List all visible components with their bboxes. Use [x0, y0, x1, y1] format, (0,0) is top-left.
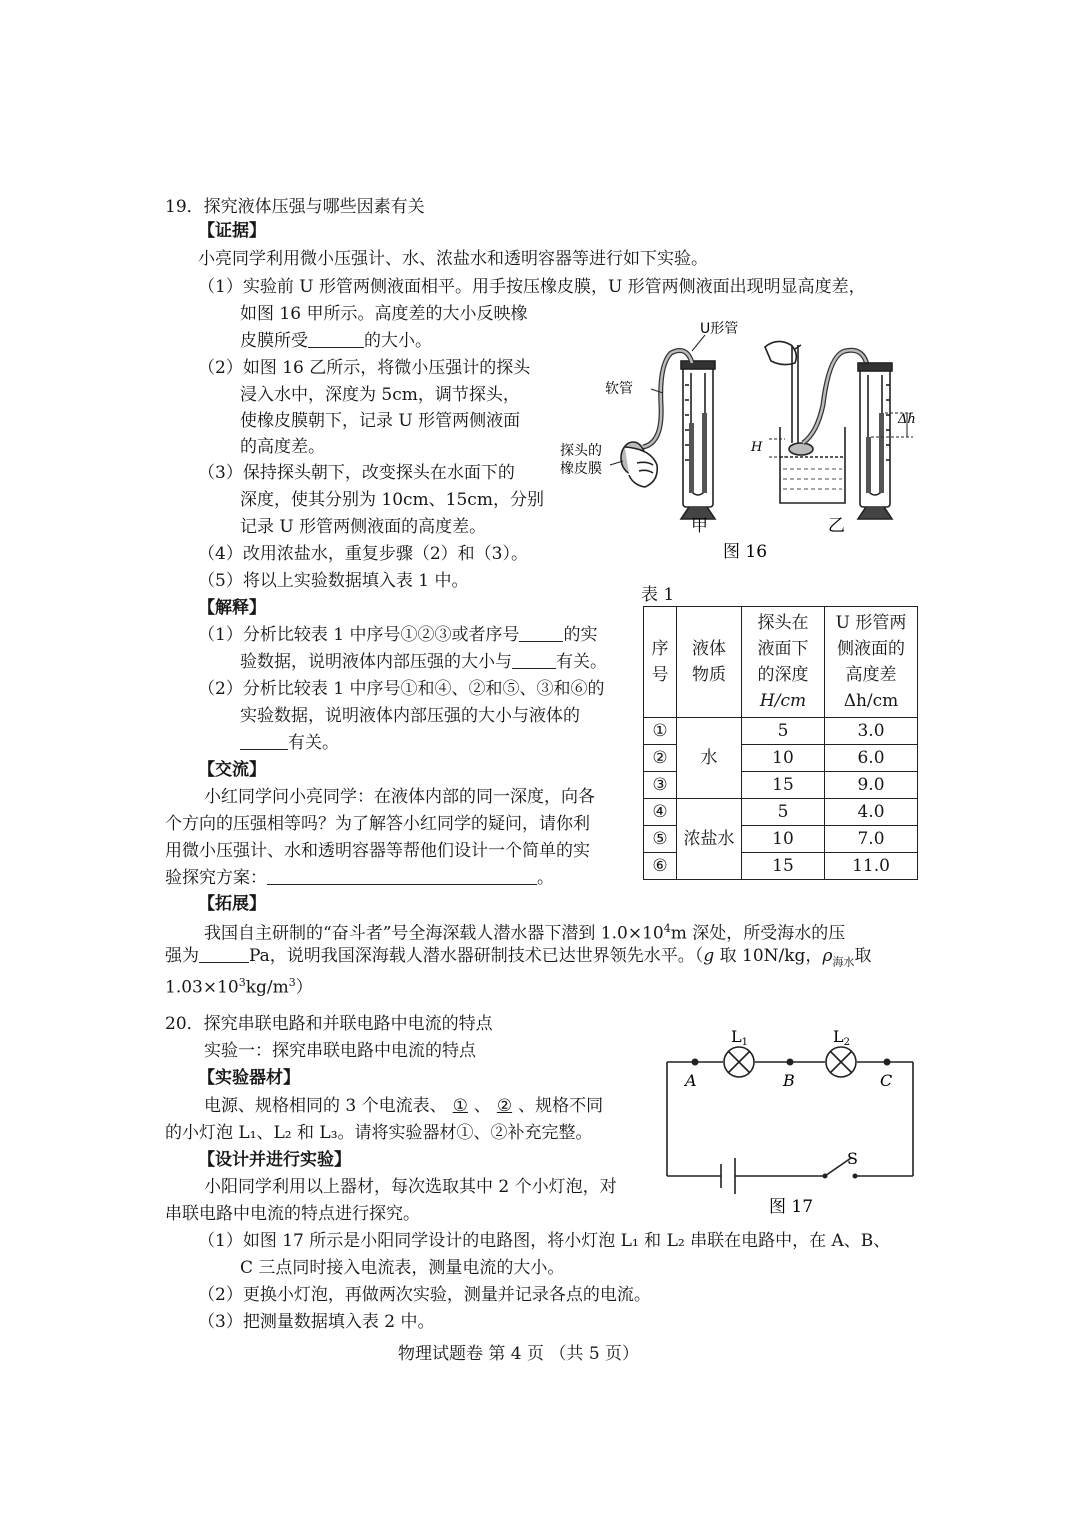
q19-explain2-line2: 实验数据，说明液体内部压强的大小与液体的: [240, 706, 580, 726]
q19-step4: （4）改用浓盐水，重复步骤（2）和（3）。: [198, 544, 528, 564]
q19-step5: （5）将以上实验数据填入表 1 中。: [198, 571, 469, 591]
cell-diff: 7.0: [825, 826, 918, 853]
q19-step3-line1: （3）保持探头朝下，改变探头在水面下的: [198, 463, 515, 483]
q20-d1-line1: （1）如图 17 所示是小阳同学设计的电路图，将小灯泡 L₁ 和 L₂ 串联在电路中，在 A、B、: [198, 1231, 891, 1251]
q20-d2: （2）更换小灯泡，再做两次实验，测量并记录各点的电流。: [198, 1285, 651, 1305]
label-A: A: [685, 1071, 697, 1090]
answer-blank[interactable]: [240, 733, 288, 750]
cell-diff: 3.0: [825, 718, 918, 745]
q19-step2-line2: 浸入水中，深度为 5cm，调节探头，: [240, 385, 520, 405]
header-diff: U 形管两 侧液面的 高度差 Δh/cm: [825, 607, 918, 718]
q19-exchange-line3: 用微小压强计、水和透明容器等帮他们设计一个简单的实: [165, 841, 590, 861]
q19-title: 19．探究液体压强与哪些因素有关: [165, 197, 425, 217]
header-seq: 序 号: [644, 607, 677, 718]
q19-step2-line4: 的高度差。: [240, 437, 325, 457]
q19-step2-line1: （2）如图 16 乙所示，将微小压强计的探头: [198, 358, 531, 378]
evidence-heading: 【证据】: [198, 221, 266, 241]
label-L1: L1: [731, 1027, 748, 1048]
q19-explain1-line2: 验数据，说明液体内部压强的大小与 有关。: [240, 652, 607, 672]
label-H: H: [751, 440, 763, 455]
figure-16: [555, 315, 925, 570]
label-utube: U形管: [700, 321, 739, 337]
q20-d1-line2: C 三点同时接入电流表，测量电流的大小。: [240, 1258, 565, 1278]
cell-depth: 15: [742, 853, 825, 880]
page-footer: 物理试题卷 第 4 页 （共 5 页）: [398, 1344, 640, 1364]
cell-seq: ⑥: [644, 853, 677, 880]
cell-seq: ①: [644, 718, 677, 745]
cell-depth: 10: [742, 826, 825, 853]
label-probe-b: 橡皮膜: [560, 461, 602, 477]
q20-title: 20．探究串联电路和并联电路中电流的特点: [165, 1014, 493, 1034]
cell-diff: 4.0: [825, 799, 918, 826]
label-probe-a: 探头的: [560, 443, 602, 459]
table-row: [644, 799, 918, 826]
q20-materials-line1: 电源、规格相同的 3 个电流表、 ① 、 ② 、规格不同: [204, 1096, 604, 1116]
cell-diff: 9.0: [825, 772, 918, 799]
cell-diff: 6.0: [825, 745, 918, 772]
table-row: [644, 718, 918, 745]
q20-design-line1: 小阳同学利用以上器材，每次选取其中 2 个小灯泡，对: [204, 1177, 617, 1197]
answer-blank[interactable]: ②: [496, 1096, 513, 1116]
q19-explain1-line1: （1）分析比较表 1 中序号①②③或者序号 的实: [198, 625, 598, 645]
cell-depth: 10: [742, 745, 825, 772]
figure-17: [655, 1020, 925, 1220]
answer-blank[interactable]: ①: [452, 1096, 468, 1116]
figure17-caption: 图 17: [769, 1197, 814, 1217]
answer-blank[interactable]: [199, 946, 249, 963]
q20-d3: （3）把测量数据填入表 2 中。: [198, 1312, 435, 1332]
label-C: C: [880, 1071, 893, 1090]
q19-step3-line2: 深度，使其分别为 10cm、15cm，分别: [240, 490, 544, 510]
cell-seq: ⑤: [644, 826, 677, 853]
q20-exp1: 实验一：探究串联电路中电流的特点: [204, 1041, 476, 1061]
extend-heading: 【拓展】: [198, 894, 266, 914]
cell-depth: 5: [742, 799, 825, 826]
q19-step1-line3: 皮膜所受 的大小。: [240, 331, 432, 351]
q19-explain2-line3: 有关。: [240, 732, 339, 754]
q19-step3-line3: 记录 U 形管两侧液面的高度差。: [240, 517, 487, 537]
label-dh: Δh: [898, 412, 916, 427]
cell-liquid: 水: [677, 718, 742, 799]
label-hose: 软管: [605, 381, 633, 397]
pressure-gauge-jia: [621, 351, 715, 519]
q20-materials-line2: 的小灯泡 L₁、L₂ 和 L₃。请将实验器材①、②补充完整。: [165, 1123, 593, 1143]
q20-design-line2: 串联电路中电流的特点进行探究。: [165, 1204, 420, 1224]
q19-exchange-line2: 个方向的压强相等吗？为了解答小红同学的疑问，请你利: [165, 814, 590, 834]
pressure-gauge-yi: [765, 341, 913, 519]
cell-depth: 15: [742, 772, 825, 799]
label-yi: 乙: [828, 516, 845, 536]
header-depth: 探头在 液面下 的深度 H/cm: [742, 607, 825, 718]
figure16-caption: 图 16: [723, 542, 768, 562]
answer-blank[interactable]: [519, 625, 563, 642]
label-jia: 甲: [691, 516, 708, 536]
materials-heading: 【实验器材】: [198, 1068, 300, 1088]
cell-depth: 5: [742, 718, 825, 745]
q19-explain2-line1: （2）分析比较表 1 中序号①和④、②和⑤、③和⑥的: [198, 679, 605, 699]
q19-exchange-line4: 验探究方案： 。: [165, 868, 554, 888]
q19-step1-line1: （1）实验前 U 形管两侧液面相平。用手按压橡皮膜，U 形管两侧液面出现明显高度差，: [198, 277, 866, 297]
cell-liquid: 浓盐水: [677, 799, 742, 880]
q19-extend-line2: 强为 Pa，说明我国深海载人潜水器研制技术已达世界领先水平。（g 取 10N/kg，$\rho_{海水}$取: [165, 946, 872, 969]
explain-heading: 【解释】: [198, 598, 266, 618]
table1-caption: 表 1: [641, 585, 675, 605]
q19-intro: 小亮同学利用微小压强计、水、浓盐水和透明容器等进行如下实验。: [198, 249, 708, 269]
answer-blank[interactable]: [267, 868, 537, 885]
header-liquid: 液体 物质: [677, 607, 742, 718]
table-1: [643, 606, 918, 880]
answer-blank[interactable]: [512, 652, 556, 669]
cell-diff: 11.0: [825, 853, 918, 880]
answer-blank[interactable]: [308, 331, 364, 348]
q19-extend-line1: 我国自主研制的“奋斗者”号全海深载人潜水器下潜到 $1.0\times 10^4m$ 深处，所受海水的压: [204, 922, 846, 944]
table-header-row: [644, 607, 918, 718]
label-L2: L2: [833, 1027, 850, 1048]
design-heading: 【设计并进行实验】: [198, 1150, 351, 1170]
label-B: B: [783, 1071, 795, 1090]
cell-seq: ③: [644, 772, 677, 799]
cell-seq: ④: [644, 799, 677, 826]
label-S: S: [847, 1149, 858, 1168]
q19-extend-line3: $1.03\times 10^3kg/m^3$）: [165, 976, 313, 998]
exchange-heading: 【交流】: [198, 760, 266, 780]
q19-step1-line2: 如图 16 甲所示。高度差的大小反映橡: [240, 304, 528, 324]
q19-step2-line3: 使橡皮膜朝下，记录 U 形管两侧液面: [240, 411, 521, 431]
q19-exchange-line1: 小红同学问小亮同学：在液体内部的同一深度，向各: [204, 787, 595, 807]
cell-seq: ②: [644, 745, 677, 772]
